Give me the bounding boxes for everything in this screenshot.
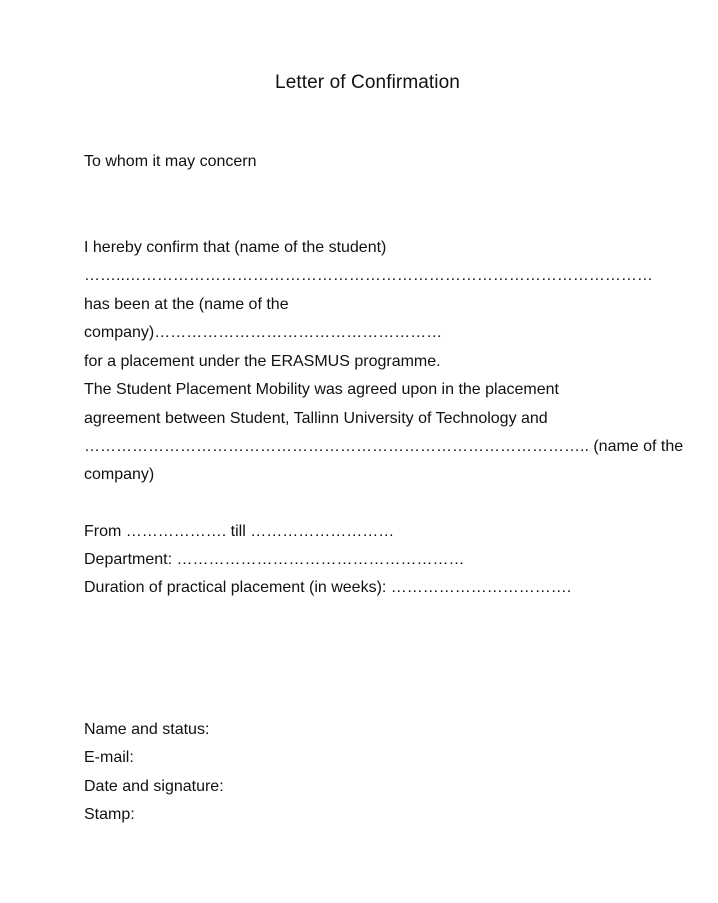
period-from-till: From ………………. till ……………………… <box>84 523 395 540</box>
body-line-student-name-prompt: I hereby confirm that (name of the student) <box>84 239 387 256</box>
greeting-line: To whom it may concern <box>84 153 257 170</box>
letter-title: Letter of Confirmation <box>275 72 460 93</box>
signature-date: Date and signature: <box>84 778 224 795</box>
body-line-company-blank: company)……………………………………………… <box>84 324 443 341</box>
body-line-company-end: company) <box>84 466 155 483</box>
period-duration: Duration of practical placement (in weeks): ……………………………. <box>84 579 572 596</box>
body-line-student-name-blank: ……..……………………………………………………………………………………… <box>84 267 653 284</box>
body-line-company-prompt: has been at the (name of the <box>84 296 289 313</box>
body-line-erasmus: for a placement under the ERASMUS programme. <box>84 353 441 370</box>
signature-email: E-mail: <box>84 749 134 766</box>
body-line-mobility: The Student Placement Mobility was agreed upon in the placement <box>84 381 559 398</box>
body-line-company-name-blank: ………………………………………………………………………………….. (name of the <box>84 438 684 455</box>
body-line-agreement: agreement between Student, Tallinn University of Technology and <box>84 410 548 427</box>
signature-name-status: Name and status: <box>84 721 210 738</box>
period-department: Department: ……………………………………………… <box>84 551 465 568</box>
signature-stamp: Stamp: <box>84 806 135 823</box>
